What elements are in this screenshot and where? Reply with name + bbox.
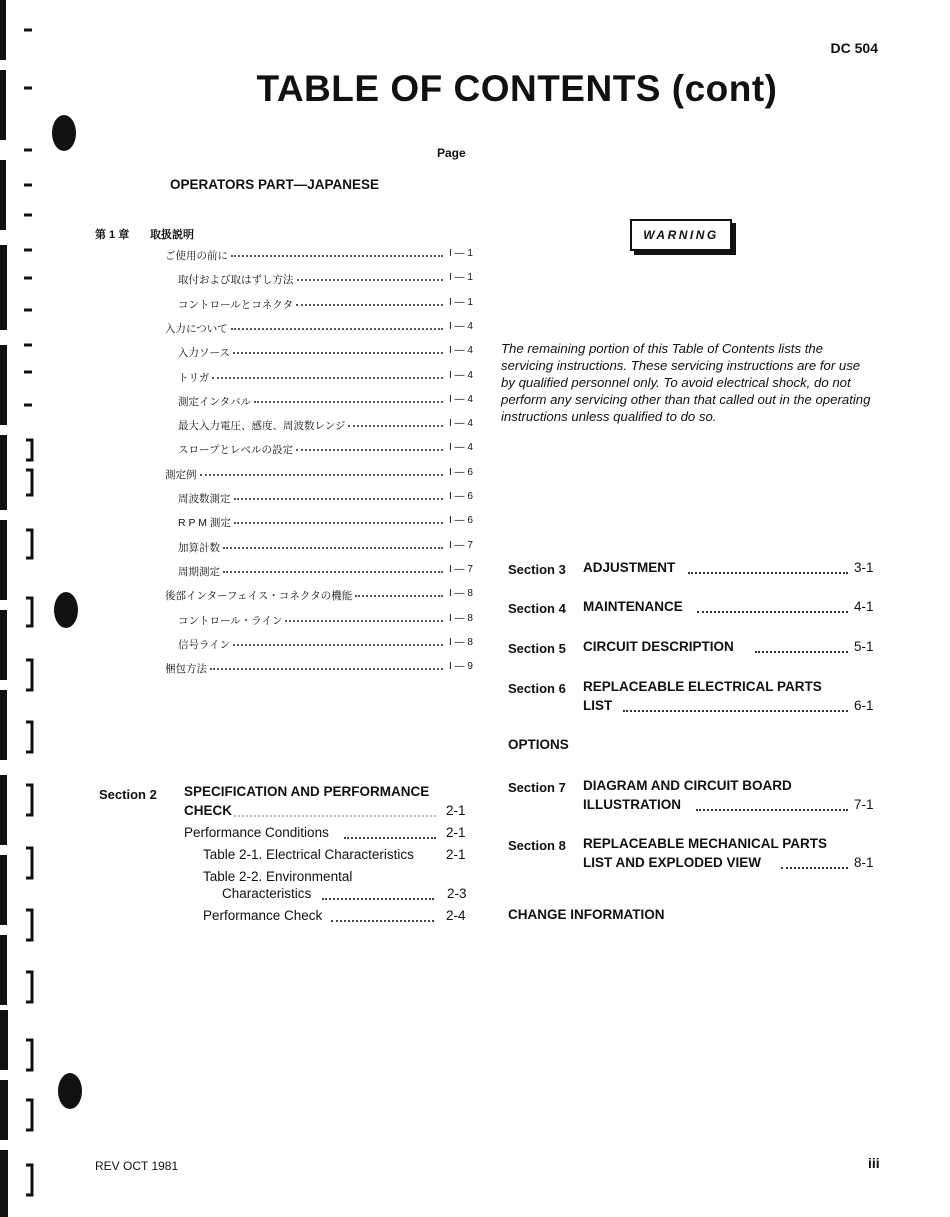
section-3-number: Section 3 — [508, 562, 566, 577]
toc-page: I — 6 — [449, 467, 473, 478]
toc-page: I — 1 — [449, 248, 473, 259]
section-5-number: Section 5 — [508, 641, 566, 656]
toc-page: 2-3 — [447, 886, 467, 901]
toc-page: I — 4 — [449, 370, 473, 381]
toc-label: ご使用の前に — [165, 250, 228, 262]
page-number: iii — [868, 1155, 880, 1171]
section-2-title-line2 — [184, 803, 484, 821]
toc-page: I — 6 — [449, 515, 473, 526]
toc-entry — [178, 345, 490, 361]
section-6-number: Section 6 — [508, 681, 566, 696]
toc-label: コントロールとコネクタ — [178, 299, 294, 311]
section-2-title-line1: SPECIFICATION AND PERFORMANCE — [184, 784, 430, 799]
toc-label: Table 2-2. Environmental — [203, 869, 353, 884]
dot-leader — [322, 898, 434, 900]
toc-page: 4-1 — [854, 599, 874, 614]
toc-label: CIRCUIT DESCRIPTION — [583, 639, 734, 654]
toc-label: R P M 測定 — [178, 517, 231, 529]
section-7-title-line1: DIAGRAM AND CIRCUIT BOARD — [583, 778, 792, 793]
chapter-title: 取扱説明 — [150, 229, 194, 241]
toc-label: MAINTENANCE — [583, 599, 683, 614]
toc-label: 周波数測定 — [178, 493, 231, 505]
dot-leader — [223, 547, 443, 549]
toc-label: CHECK — [184, 803, 233, 818]
toc-entry — [178, 394, 490, 410]
toc-page: 6-1 — [854, 698, 874, 713]
toc-label: スロープとレベルの設定 — [178, 444, 293, 456]
toc-page: 2-4 — [446, 908, 466, 923]
section-6-title-line1: REPLACEABLE ELECTRICAL PARTS — [583, 679, 822, 694]
toc-entry — [178, 370, 490, 386]
toc-entry — [178, 297, 490, 313]
toc-label: 測定例 — [165, 469, 197, 481]
toc-entry — [222, 886, 484, 904]
toc-page: I — 8 — [449, 637, 473, 648]
dot-leader — [355, 595, 443, 597]
toc-entry — [178, 442, 490, 458]
operators-part-heading: OPERATORS PART—JAPANESE — [170, 177, 380, 192]
toc-page: I — 4 — [449, 418, 473, 429]
section-4-entry — [583, 599, 875, 617]
section-6-entry — [583, 698, 875, 716]
toc-entry — [178, 272, 490, 288]
section-8-entry — [583, 855, 875, 873]
toc-page: I — 9 — [449, 661, 473, 672]
toc-label: Table 2-1. Electrical Characteristics — [203, 847, 414, 862]
dot-leader — [297, 279, 443, 281]
change-information-heading: CHANGE INFORMATION — [508, 907, 665, 922]
toc-label: 最大入力電圧、感度、周波数レンジ — [178, 420, 346, 432]
toc-page: I — 1 — [449, 272, 473, 283]
toc-label: 梱包方法 — [165, 663, 207, 675]
toc-entry — [178, 491, 490, 507]
toc-page: I — 7 — [449, 564, 473, 575]
dot-leader — [296, 304, 443, 306]
dot-leader — [623, 710, 848, 712]
section-5-entry — [583, 639, 875, 657]
toc-entry — [178, 418, 490, 434]
toc-entry — [178, 515, 490, 531]
toc-entry — [165, 588, 490, 604]
revision-date: REV OCT 1981 — [95, 1159, 179, 1173]
toc-page: 8-1 — [854, 855, 874, 870]
dot-leader — [688, 572, 848, 574]
toc-label: 信号ライン — [178, 639, 231, 651]
dot-leader — [348, 425, 443, 427]
punch-hole — [54, 592, 78, 628]
toc-label: ILLUSTRATION — [583, 797, 681, 812]
chapter-number: 第 1 章 — [95, 229, 130, 241]
toc-page: I — 4 — [449, 394, 473, 405]
warning-label: WARNING — [630, 219, 732, 251]
toc-page: 2-1 — [446, 825, 466, 840]
dot-leader — [212, 377, 443, 379]
toc-label: LIST AND EXPLODED VIEW — [583, 855, 762, 870]
dot-leader — [234, 498, 443, 500]
dot-leader — [254, 401, 443, 403]
toc-page: I — 8 — [449, 588, 473, 599]
toc-label: コントロール・ライン — [178, 615, 283, 627]
options-heading: OPTIONS — [508, 737, 569, 752]
toc-label: 入力について — [165, 323, 228, 335]
dot-leader — [210, 668, 443, 670]
toc-page: I — 6 — [449, 491, 473, 502]
toc-entry — [203, 908, 484, 926]
toc-page: I — 7 — [449, 540, 473, 551]
dot-leader — [755, 651, 848, 653]
toc-label: 取付および取はずし方法 — [178, 274, 294, 286]
toc-page: 5-1 — [854, 639, 874, 654]
toc-page: I — 4 — [449, 321, 473, 332]
toc-entry — [165, 661, 490, 677]
toc-label: LIST — [583, 698, 613, 713]
toc-page: I — 8 — [449, 613, 473, 624]
toc-label: 入力ソース — [178, 347, 230, 359]
section-8-title-line1: REPLACEABLE MECHANICAL PARTS — [583, 836, 828, 851]
document-id: DC 504 — [830, 40, 878, 56]
toc-entry — [178, 613, 490, 629]
toc-label: 周期測定 — [178, 566, 220, 578]
toc-page: 7-1 — [854, 797, 874, 812]
toc-entry — [178, 564, 490, 580]
dot-leader — [285, 620, 443, 622]
dot-leader — [234, 522, 443, 524]
toc-entry — [165, 248, 490, 264]
toc-label: 加算計数 — [178, 542, 220, 554]
section-7-number: Section 7 — [508, 780, 566, 795]
dot-leader — [781, 867, 848, 869]
punch-hole — [52, 115, 76, 151]
toc-label: トリガ — [178, 372, 210, 384]
page-column-label: Page — [437, 146, 466, 160]
toc-page: 3-1 — [854, 560, 874, 575]
toc-entry — [165, 321, 490, 337]
toc-label: Characteristics — [222, 886, 312, 901]
toc-page: I — 1 — [449, 297, 473, 308]
dot-leader — [296, 449, 443, 451]
section-2-number: Section 2 — [99, 787, 157, 802]
toc-label: 測定インタバル — [178, 396, 251, 408]
section-7-entry — [583, 797, 875, 815]
toc-label: Performance Check — [203, 908, 323, 923]
toc-page: I — 4 — [449, 442, 473, 453]
section-8-number: Section 8 — [508, 838, 566, 853]
page-title: TABLE OF CONTENTS (cont) — [256, 68, 778, 109]
dot-leader — [696, 809, 848, 811]
dot-leader — [231, 255, 443, 257]
toc-label: 後部インターフェイス・コネクタの機能 — [165, 590, 353, 602]
toc-label: ADJUSTMENT — [583, 560, 676, 575]
dot-leader — [344, 837, 436, 839]
toc-page: I — 4 — [449, 345, 473, 356]
dot-leader — [231, 328, 443, 330]
toc-label: Performance Conditions — [184, 825, 329, 840]
warning-text: The remaining portion of this Table of Contents lists the servicing instructions. These servicing instructions are for use by qualified personnel only. To avoid electrical shock, do not perform any servicing other than that called out in the operating instructions unless qualified to do so. — [501, 341, 871, 424]
punch-hole — [58, 1073, 82, 1109]
section-4-number: Section 4 — [508, 601, 566, 616]
binding-edge — [0, 0, 44, 1217]
toc-entry — [184, 825, 484, 843]
toc-page: 2-1 — [446, 803, 466, 818]
section-3-entry — [583, 560, 875, 578]
dot-leader — [233, 352, 443, 354]
toc-entry — [203, 847, 484, 865]
toc-page: 2-1 — [446, 847, 466, 862]
dot-leader — [223, 571, 443, 573]
dot-leader — [200, 474, 443, 476]
dot-leader — [234, 815, 436, 817]
toc-entry — [178, 540, 490, 556]
dot-leader — [233, 644, 443, 646]
toc-entry — [165, 467, 490, 483]
dot-leader — [697, 611, 848, 613]
dot-leader — [331, 920, 434, 922]
toc-entry — [178, 637, 490, 653]
toc-entry — [203, 869, 484, 887]
